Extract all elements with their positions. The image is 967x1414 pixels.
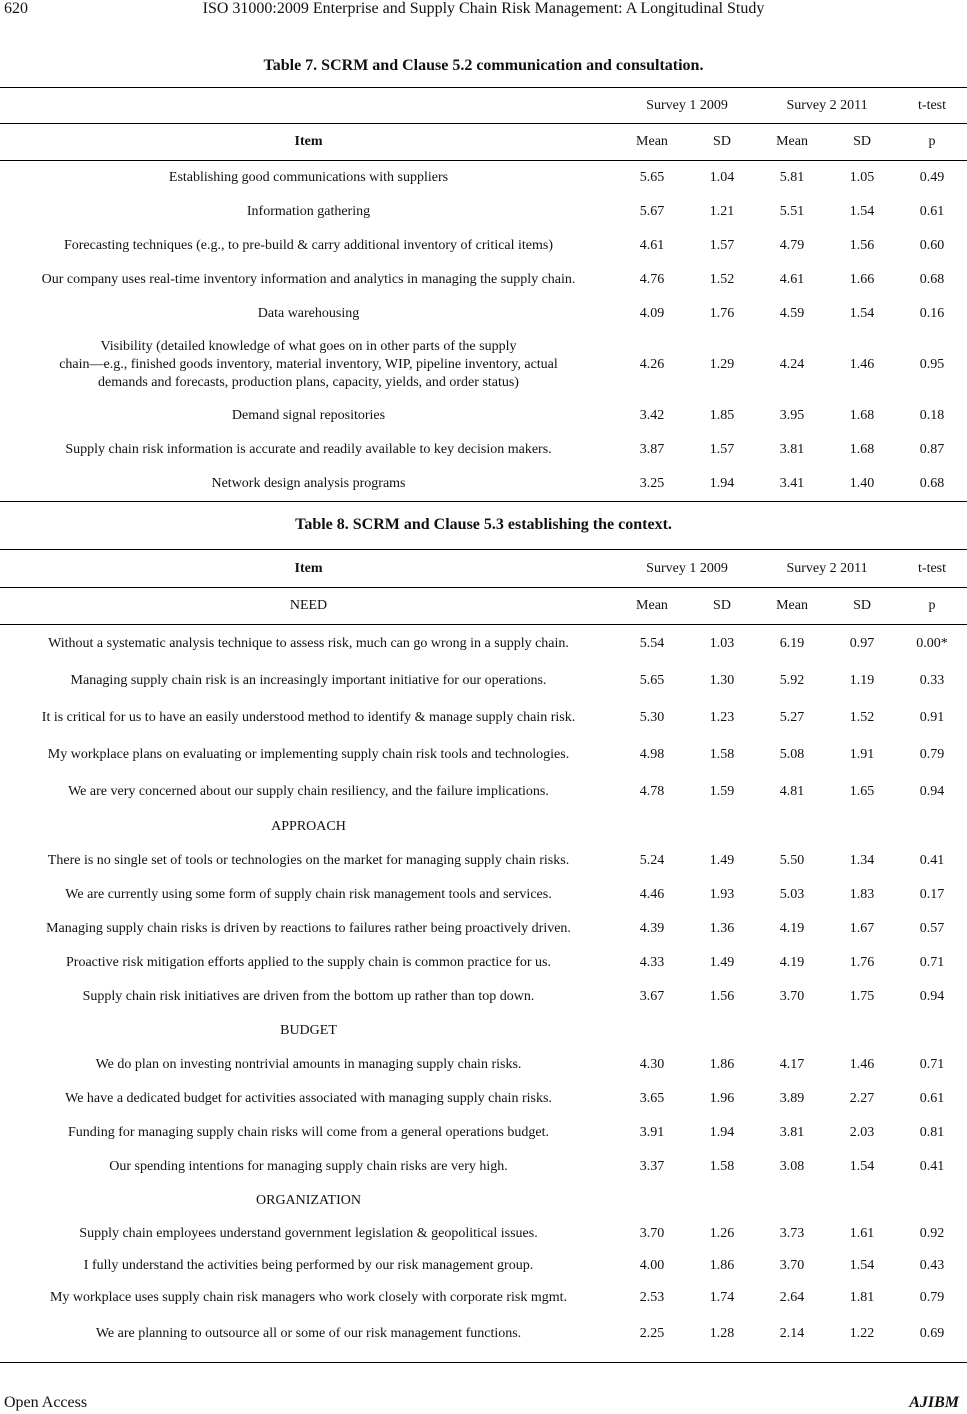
row-sd-1: 1.94	[709, 476, 735, 491]
row-sd-1: 1.86	[709, 1057, 735, 1072]
row-sd-1: 1.49	[709, 955, 735, 970]
row-mean-1: 5.67	[639, 204, 665, 219]
row-mean-2: 5.03	[779, 887, 805, 902]
row-mean-1: 3.70	[639, 1226, 665, 1241]
row-mean-1: 4.00	[639, 1258, 665, 1273]
group-header-survey-2: Survey 2 2011	[786, 560, 868, 576]
row-p-value: 0.79	[919, 746, 945, 762]
subheader-p: p	[897, 588, 967, 625]
row-sd-2: 0.97	[849, 635, 875, 651]
row-p-value: 0.71	[919, 955, 945, 970]
table-row	[0, 773, 967, 810]
row-sd-2: 1.67	[849, 921, 875, 936]
section-label-need: NEED	[0, 588, 617, 625]
item-header: Item	[294, 560, 323, 576]
row-sd-1: 1.28	[709, 1326, 735, 1341]
row-p-value: 0.71	[919, 1057, 945, 1072]
row-mean-2: 3.70	[779, 1258, 805, 1273]
row-mean-1: 2.25	[639, 1326, 665, 1341]
row-p-value: 0.94	[919, 989, 945, 1004]
row-sd-1: 1.30	[709, 672, 735, 688]
row-item: Our spending intentions for managing supply chain risks are very high.	[109, 1159, 508, 1174]
row-mean-2: 3.73	[779, 1226, 805, 1241]
section-row	[0, 810, 967, 844]
row-sd-2: 1.68	[849, 442, 875, 457]
row-mean-2: 5.50	[779, 853, 805, 868]
row-p-value: 0.92	[919, 1226, 945, 1241]
row-mean-1: 5.30	[639, 709, 665, 725]
table-7-subheader-row	[0, 124, 967, 161]
row-item: Supply chain employees understand government legislation & geopolitical issues.	[79, 1226, 538, 1241]
row-mean-1: 4.30	[639, 1057, 665, 1072]
table-row	[0, 736, 967, 773]
table-row	[0, 467, 967, 502]
table-row	[0, 844, 967, 878]
table-row	[0, 912, 967, 946]
row-sd-1: 1.52	[709, 272, 735, 287]
row-mean-2: 3.41	[779, 476, 805, 491]
row-sd-2: 1.54	[849, 1258, 875, 1273]
row-mean-2: 5.92	[779, 672, 805, 688]
row-item: Network design analysis programs	[211, 476, 406, 491]
table-row	[0, 1150, 967, 1184]
row-mean-1: 3.65	[639, 1091, 665, 1106]
row-item: It is critical for us to have an easily understood method to identify & manage supply chain risk.	[41, 709, 576, 725]
row-mean-1: 5.65	[639, 672, 665, 688]
subheader-sd-1: SD	[687, 124, 757, 161]
row-item: Information gathering	[246, 204, 371, 219]
row-item-line: demands and forecasts, production plans, capacity, yields, and order status)	[98, 375, 519, 390]
row-p-value: 0.68	[919, 476, 945, 491]
row-item: My workplace plans on evaluating or implementing supply chain risk tools and technologies.	[47, 746, 570, 762]
table-row	[0, 1282, 967, 1314]
row-sd-1: 1.04	[709, 170, 735, 185]
row-sd-1: 1.21	[709, 204, 735, 219]
row-p-value: 0.33	[919, 672, 945, 688]
row-sd-2: 1.81	[849, 1290, 875, 1305]
row-mean-1: 3.67	[639, 989, 665, 1004]
row-item: Supply chain risk initiatives are driven from the bottom up rather than top down.	[82, 989, 535, 1004]
subheader-mean-1: Mean	[617, 124, 687, 161]
subheader-p: p	[897, 124, 967, 161]
table-row	[0, 229, 967, 263]
row-sd-1: 1.94	[709, 1125, 735, 1140]
row-sd-1: 1.74	[709, 1290, 735, 1305]
row-sd-2: 1.34	[849, 853, 875, 868]
row-mean-2: 4.61	[779, 272, 805, 287]
row-item: Data warehousing	[257, 306, 360, 321]
group-header-survey-1: Survey 1 2009	[646, 97, 728, 113]
row-sd-2: 1.91	[849, 746, 875, 762]
row-sd-1: 1.26	[709, 1226, 735, 1241]
row-item: Forecasting techniques (e.g., to pre-build & carry additional inventory of critical items)	[63, 238, 554, 253]
row-mean-2: 4.19	[779, 955, 805, 970]
table-8-subheader-row	[0, 588, 967, 625]
table-row	[0, 699, 967, 736]
row-sd-1: 1.03	[709, 635, 735, 651]
row-sd-2: 1.83	[849, 887, 875, 902]
table-row	[0, 297, 967, 331]
table-row	[0, 1218, 967, 1250]
row-p-value: 0.94	[919, 783, 945, 799]
section-label-organization: ORGANIZATION	[256, 1193, 361, 1208]
row-item: Supply chain risk information is accurate and readily available to key decision makers.	[65, 442, 552, 457]
section-row	[0, 1014, 967, 1048]
row-mean-2: 4.17	[779, 1057, 805, 1072]
table-row	[0, 433, 967, 467]
row-mean-1: 4.98	[639, 746, 665, 762]
row-item: Managing supply chain risks is driven by reactions to failures rather being proactively driven.	[46, 921, 571, 936]
table-row	[0, 1116, 967, 1150]
row-p-value: 0.81	[919, 1125, 945, 1140]
row-mean-1: 4.09	[639, 306, 665, 321]
row-mean-1: 4.61	[639, 238, 665, 253]
row-mean-2: 4.59	[779, 306, 805, 321]
row-sd-2: 1.54	[849, 306, 875, 321]
row-sd-2: 1.22	[849, 1326, 875, 1341]
row-sd-2: 1.54	[849, 1159, 875, 1174]
group-header-survey-2: Survey 2 2011	[786, 97, 868, 113]
row-item: We are very concerned about our supply chain resiliency, and the failure implications.	[68, 783, 549, 799]
group-header-survey-1: Survey 1 2009	[646, 560, 728, 576]
item-header: Item	[0, 124, 617, 161]
row-p-value: 0.16	[919, 306, 945, 321]
row-mean-2: 3.89	[779, 1091, 805, 1106]
table-row	[0, 161, 967, 196]
row-mean-2: 3.81	[779, 1125, 805, 1140]
row-sd-1: 1.23	[709, 709, 735, 725]
subheader-sd-2: SD	[827, 588, 897, 625]
table-row	[0, 980, 967, 1014]
row-sd-1: 1.59	[709, 783, 735, 799]
row-mean-1: 4.33	[639, 955, 665, 970]
section-row	[0, 1184, 967, 1218]
row-sd-1: 1.56	[709, 989, 735, 1004]
group-header-t-test: t-test	[918, 560, 947, 576]
row-item	[0, 331, 617, 399]
row-p-value: 0.41	[919, 853, 945, 868]
row-item: Our company uses real-time inventory information and analytics in managing the supply chain.	[41, 272, 576, 287]
row-sd-2: 1.56	[849, 238, 875, 253]
row-mean-2: 3.70	[779, 989, 805, 1004]
row-item-line: chain—e.g., finished goods inventory, material inventory, WIP, pipeline inventory, actual	[59, 357, 558, 372]
row-p-value: 0.87	[919, 442, 945, 457]
row-item: Proactive risk mitigation efforts applied to the supply chain is common practice for us.	[66, 955, 551, 970]
row-mean-1: 3.42	[639, 408, 665, 423]
row-mean-1: 2.53	[639, 1290, 665, 1305]
row-sd-1: 1.85	[709, 408, 735, 423]
running-title: ISO 31000:2009 Enterprise and Supply Chain Risk Management: A Longitudinal Study	[202, 0, 765, 17]
row-mean-2: 4.81	[779, 783, 805, 799]
row-sd-1: 1.36	[709, 921, 735, 936]
table-row	[0, 195, 967, 229]
row-mean-1: 5.65	[639, 170, 665, 185]
row-mean-2: 6.19	[779, 635, 805, 651]
footer-journal: AJIBM	[909, 1394, 959, 1411]
row-p-value: 0.43	[919, 1258, 945, 1273]
row-mean-1: 3.87	[639, 442, 665, 457]
row-sd-1: 1.57	[709, 238, 735, 253]
table-row	[0, 399, 967, 433]
table-row	[0, 1250, 967, 1282]
footer-open-access: Open Access	[4, 1394, 88, 1411]
row-mean-2: 3.95	[779, 408, 805, 423]
row-sd-2: 1.46	[849, 357, 875, 372]
row-p-value: 0.41	[919, 1159, 945, 1174]
row-sd-2: 1.46	[849, 1057, 875, 1072]
row-mean-1: 3.37	[639, 1159, 665, 1174]
row-item: We are planning to outsource all or some of our risk management functions.	[95, 1326, 522, 1341]
row-sd-2: 1.65	[849, 783, 875, 799]
table-row	[0, 263, 967, 297]
row-sd-1: 1.29	[709, 357, 735, 372]
table-7-caption: Table 7. SCRM and Clause 5.2 communication and consultation.	[263, 57, 704, 74]
table-row	[0, 946, 967, 980]
row-mean-1: 4.76	[639, 272, 665, 287]
row-sd-1: 1.58	[709, 746, 735, 762]
table-row	[0, 878, 967, 912]
row-sd-2: 1.05	[849, 170, 875, 185]
table-row	[0, 625, 967, 663]
row-mean-2: 5.08	[779, 746, 805, 762]
row-item: I fully understand the activities being performed by our risk management group.	[83, 1258, 534, 1273]
subheader-mean-2: Mean	[757, 588, 827, 625]
row-p-value: 0.49	[919, 170, 945, 185]
row-sd-1: 1.86	[709, 1258, 735, 1273]
row-sd-2: 1.61	[849, 1226, 875, 1241]
table-8-group-header-row	[0, 550, 967, 588]
row-item: Funding for managing supply chain risks will come from a general operations budget.	[68, 1125, 549, 1140]
row-p-value: 0.91	[919, 709, 945, 725]
row-sd-1: 1.93	[709, 887, 735, 902]
row-p-value: 0.18	[919, 408, 945, 423]
table-row	[0, 1082, 967, 1116]
row-p-value: 0.17	[919, 887, 945, 902]
table-8	[0, 549, 967, 1363]
row-item: There is no single set of tools or technologies on the market for managing supply chain risks.	[47, 853, 570, 868]
row-item: My workplace uses supply chain risk managers who work closely with corporate risk mgmt.	[49, 1290, 568, 1305]
subheader-mean-2: Mean	[757, 124, 827, 161]
table-row	[0, 331, 967, 399]
row-mean-1: 3.91	[639, 1125, 665, 1140]
row-sd-2: 1.66	[849, 272, 875, 287]
row-mean-2: 2.14	[779, 1326, 805, 1341]
row-p-value: 0.95	[919, 357, 945, 372]
section-label-budget: BUDGET	[280, 1023, 337, 1038]
row-p-value: 0.61	[919, 204, 945, 219]
table-7-group-header-row	[0, 88, 967, 124]
row-p-value: 0.68	[919, 272, 945, 287]
section-label-approach: APPROACH	[271, 819, 346, 834]
row-sd-2: 1.54	[849, 204, 875, 219]
row-sd-2: 2.03	[849, 1125, 875, 1140]
row-item: We are currently using some form of supply chain risk management tools and services.	[65, 887, 552, 902]
row-mean-2: 5.27	[779, 709, 805, 725]
row-item: Establishing good communications with suppliers	[168, 170, 449, 185]
row-item: Without a systematic analysis technique to assess risk, much can go wrong in a supply chain.	[48, 635, 569, 651]
row-mean-2: 4.79	[779, 238, 805, 253]
row-mean-1: 4.46	[639, 887, 665, 902]
row-mean-2: 5.51	[779, 204, 805, 219]
row-p-value: 0.61	[919, 1091, 945, 1106]
row-mean-1: 5.54	[639, 635, 665, 651]
page-header	[0, 0, 967, 22]
row-p-value: 0.79	[919, 1290, 945, 1305]
row-mean-2: 3.08	[779, 1159, 805, 1174]
row-sd-2: 1.75	[849, 989, 875, 1004]
row-mean-1: 3.25	[639, 476, 665, 491]
subheader-sd-1: SD	[687, 588, 757, 625]
row-p-value: 0.57	[919, 921, 945, 936]
row-sd-1: 1.96	[709, 1091, 735, 1106]
row-item-line: Visibility (detailed knowledge of what goes on in other parts of the supply	[100, 339, 517, 354]
row-mean-1: 4.78	[639, 783, 665, 799]
row-p-value: 0.69	[919, 1326, 945, 1341]
page-number: 620	[4, 0, 28, 17]
row-item: Demand signal repositories	[231, 408, 386, 423]
row-sd-2: 1.76	[849, 955, 875, 970]
row-p-value: 0.00*	[916, 635, 948, 651]
table-row	[0, 1314, 967, 1363]
row-sd-1: 1.57	[709, 442, 735, 457]
row-sd-1: 1.76	[709, 306, 735, 321]
table-row	[0, 662, 967, 699]
row-mean-2: 2.64	[779, 1290, 805, 1305]
row-mean-1: 4.26	[639, 357, 665, 372]
table-row	[0, 1048, 967, 1082]
row-sd-1: 1.58	[709, 1159, 735, 1174]
row-sd-2: 1.19	[849, 672, 875, 688]
row-p-value: 0.60	[919, 238, 945, 253]
row-sd-2: 1.40	[849, 476, 875, 491]
row-mean-1: 4.39	[639, 921, 665, 936]
row-item: We have a dedicated budget for activities associated with managing supply chain risks.	[65, 1091, 552, 1106]
table-7	[0, 87, 967, 502]
row-sd-2: 1.52	[849, 709, 875, 725]
row-sd-1: 1.49	[709, 853, 735, 868]
group-header-t-test: t-test	[918, 97, 947, 113]
row-item: We do plan on investing nontrivial amounts in managing supply chain risks.	[95, 1057, 522, 1072]
row-sd-2: 1.68	[849, 408, 875, 423]
row-mean-2: 4.24	[779, 357, 805, 372]
row-mean-2: 3.81	[779, 442, 805, 457]
row-mean-1: 5.24	[639, 853, 665, 868]
row-sd-2: 2.27	[849, 1091, 875, 1106]
row-mean-2: 5.81	[779, 170, 805, 185]
table-8-caption: Table 8. SCRM and Clause 5.3 establishing the context.	[295, 516, 672, 533]
row-mean-2: 4.19	[779, 921, 805, 936]
row-item: Managing supply chain risk is an increasingly important initiative for our operations.	[70, 672, 547, 688]
subheader-mean-1: Mean	[617, 588, 687, 625]
subheader-sd-2: SD	[827, 124, 897, 161]
